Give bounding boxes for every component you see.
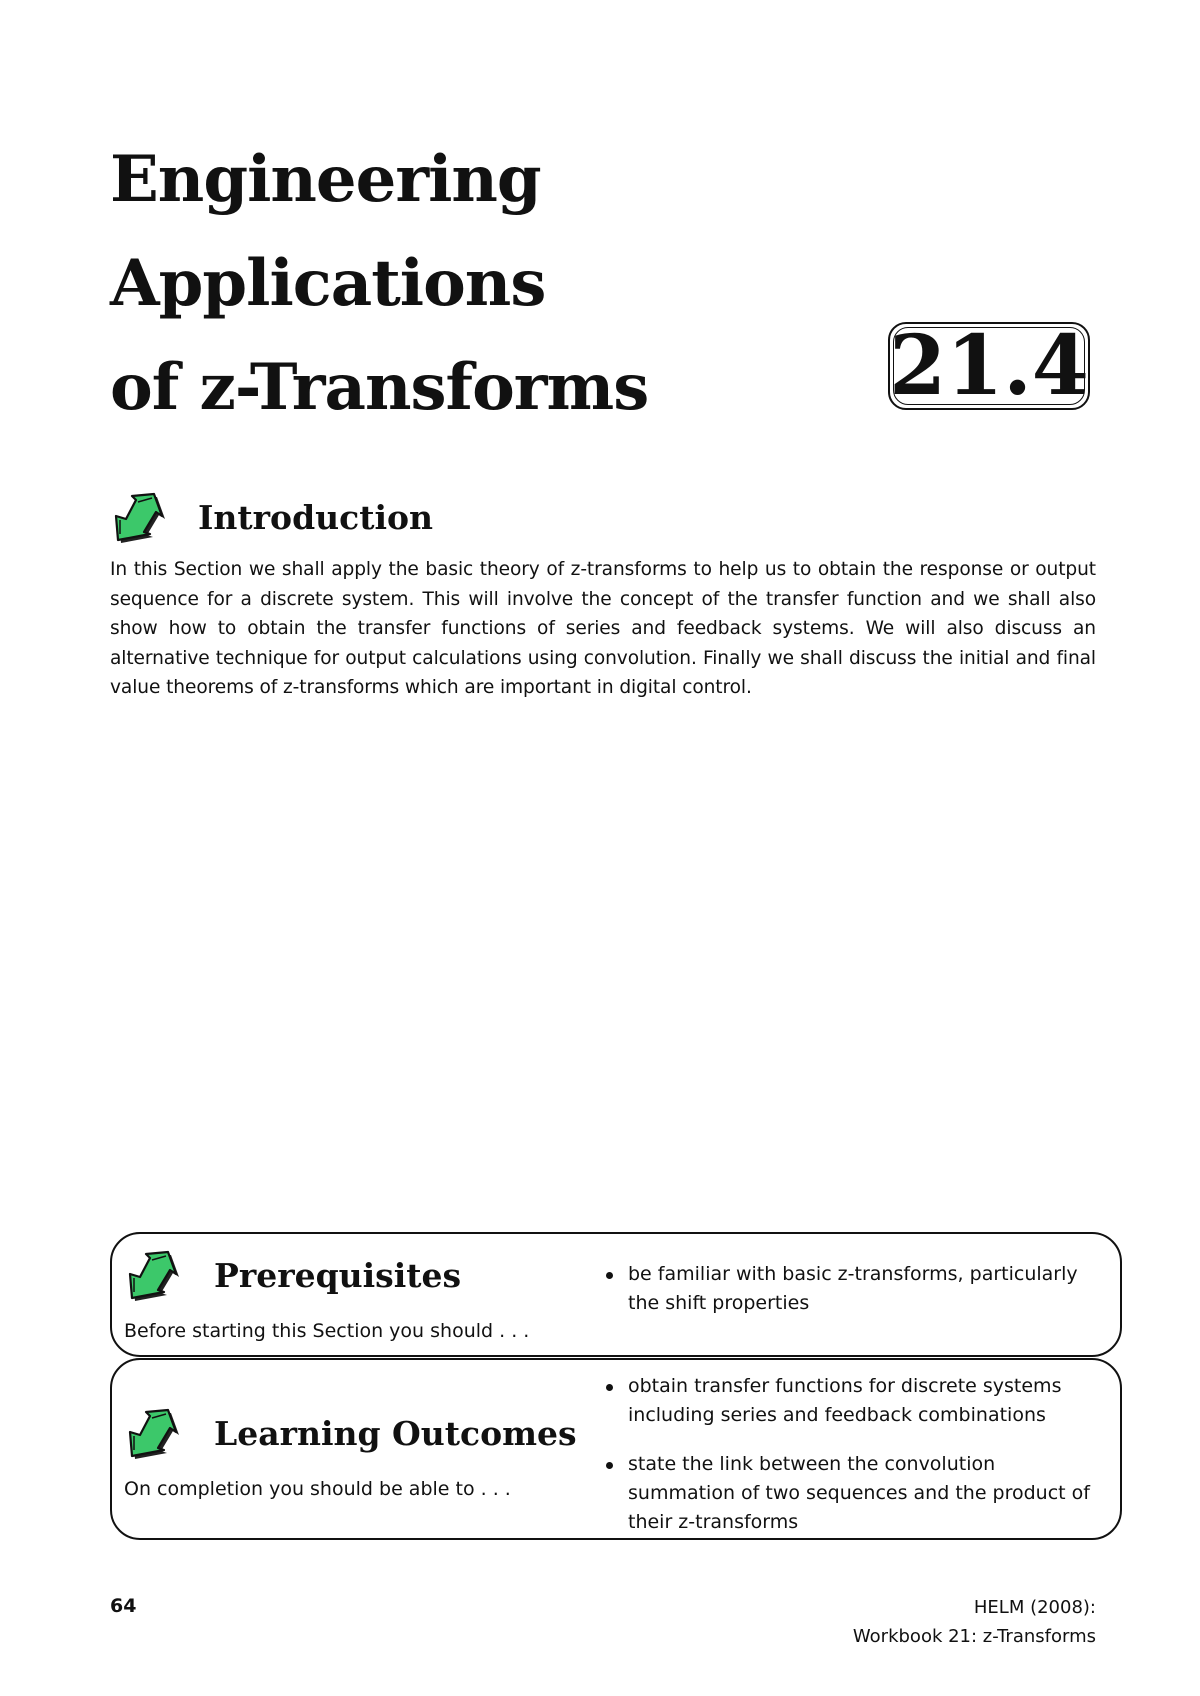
- section-number-badge: 21.4: [889, 318, 1089, 414]
- prerequisites-header: [124, 1246, 461, 1306]
- learning-outcomes-subtext: On completion you should be able to . . .: [124, 1478, 511, 1500]
- introduction-heading: Introduction: [198, 498, 434, 537]
- learning-outcomes-header: [124, 1404, 577, 1464]
- title-line-2: Applications: [110, 246, 546, 321]
- prerequisites-box: [110, 1232, 1122, 1357]
- page-number: 64: [110, 1595, 137, 1617]
- green-arrow-icon: [110, 488, 174, 548]
- title-line-1: Engineering: [110, 142, 541, 217]
- green-arrow-icon: [124, 1246, 188, 1306]
- footer-ref-line-2: Workbook 21: z-Transforms: [852, 1626, 1096, 1647]
- footer-ref-line-1: HELM (2008):: [973, 1597, 1096, 1618]
- learning-outcomes-box: [110, 1358, 1122, 1540]
- prerequisites-heading: Prerequisites: [214, 1256, 462, 1295]
- list-item: obtain transfer functions for discrete systems including series and feedback combinations: [604, 1372, 1104, 1430]
- list-item: be familiar with basic z-transforms, particularly the shift properties: [604, 1260, 1104, 1318]
- learning-outcomes-list: [604, 1372, 1104, 1557]
- footer-reference: [853, 1593, 1096, 1651]
- page-title: [110, 128, 648, 440]
- prerequisites-list: [604, 1260, 1104, 1338]
- introduction-text: In this Section we shall apply the basic theory of z-transforms to help us to obtain the response or output sequence for a discrete system. This will involve the concept of the transfer function and we shall also show how to obtain the transfer functions of series and feedback systems. We will also discuss an alternative technique for output calculations using convolution. Finally we shall discuss the initial and final value theorems of z-transforms which are important in digital control.: [110, 559, 1096, 698]
- title-line-3: of z-Transforms: [110, 350, 649, 425]
- introduction-header: [110, 488, 433, 548]
- prerequisites-subtext: Before starting this Section you should . . .: [124, 1320, 530, 1342]
- list-item: state the link between the convolution summation of two sequences and the product of their z-transforms: [604, 1450, 1104, 1537]
- green-arrow-icon: [124, 1404, 188, 1464]
- learning-outcomes-heading: Learning Outcomes: [214, 1414, 577, 1453]
